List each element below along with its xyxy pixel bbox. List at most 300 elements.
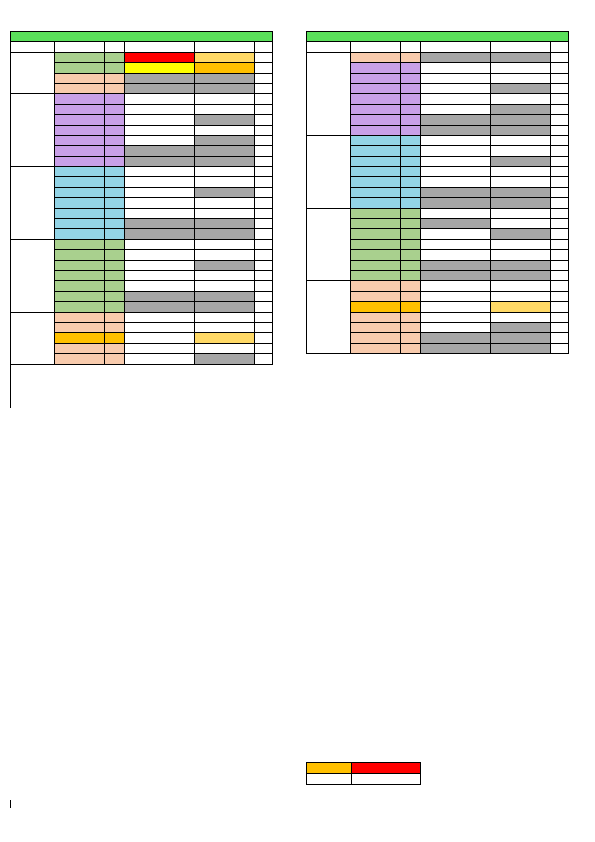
day-cell <box>55 281 105 291</box>
day-cell <box>351 115 401 125</box>
header-matin <box>125 42 195 52</box>
afternoon-cell <box>195 291 255 301</box>
date-cell <box>401 281 421 291</box>
morning-cell <box>125 52 195 62</box>
afternoon-cell <box>195 229 255 239</box>
afternoon-cell <box>195 250 255 260</box>
vac-cell <box>255 146 273 156</box>
header-apres-midi <box>491 42 551 52</box>
vac-cell <box>551 208 569 218</box>
vac-cell <box>551 322 569 332</box>
date-cell <box>105 125 125 135</box>
day-cell <box>351 219 401 229</box>
afternoon-cell <box>491 94 551 104</box>
afternoon-cell <box>195 83 255 93</box>
legend <box>306 762 421 785</box>
morning-cell <box>125 104 195 114</box>
rotation-cell <box>11 52 55 94</box>
header-jour <box>55 42 105 52</box>
morning-cell <box>125 208 195 218</box>
rotation-cell <box>307 52 351 135</box>
vac-cell <box>255 302 273 312</box>
afternoon-cell <box>491 322 551 332</box>
vac-cell <box>255 239 273 249</box>
date-cell <box>401 177 421 187</box>
afternoon-cell <box>491 270 551 280</box>
day-cell <box>55 260 105 270</box>
header-jour <box>351 42 401 52</box>
morning-cell <box>421 94 491 104</box>
date-cell <box>105 219 125 229</box>
day-cell <box>351 146 401 156</box>
morning-cell <box>421 239 491 249</box>
date-cell <box>401 322 421 332</box>
afternoon-cell <box>195 219 255 229</box>
month-table-0 <box>10 31 273 365</box>
afternoon-cell <box>491 333 551 343</box>
table-row <box>11 94 273 104</box>
vac-cell <box>551 52 569 62</box>
date-cell <box>401 333 421 343</box>
date-cell <box>401 167 421 177</box>
date-cell <box>105 187 125 197</box>
date-cell <box>105 156 125 166</box>
date-cell <box>401 229 421 239</box>
date-cell <box>401 187 421 197</box>
vac-cell <box>255 260 273 270</box>
vac-cell <box>551 83 569 93</box>
day-cell <box>55 52 105 62</box>
vac-cell <box>255 354 273 364</box>
afternoon-cell <box>491 52 551 62</box>
date-cell <box>401 343 421 353</box>
morning-cell <box>125 343 195 353</box>
day-cell <box>55 219 105 229</box>
morning-cell <box>125 177 195 187</box>
day-cell <box>55 229 105 239</box>
header-matin <box>421 42 491 52</box>
afternoon-cell <box>491 281 551 291</box>
date-cell <box>105 229 125 239</box>
afternoon-cell <box>491 177 551 187</box>
day-cell <box>55 250 105 260</box>
day-cell <box>55 115 105 125</box>
vac-cell <box>255 115 273 125</box>
afternoon-cell <box>195 260 255 270</box>
date-cell <box>105 94 125 104</box>
afternoon-cell <box>491 187 551 197</box>
vac-cell <box>255 52 273 62</box>
afternoon-cell <box>195 63 255 73</box>
header-rotation <box>11 42 55 52</box>
day-cell <box>351 281 401 291</box>
afternoon-cell <box>491 198 551 208</box>
afternoon-cell <box>491 135 551 145</box>
day-cell <box>55 198 105 208</box>
vac-cell <box>551 104 569 114</box>
afternoon-cell <box>491 115 551 125</box>
vac-cell <box>551 229 569 239</box>
morning-cell <box>125 302 195 312</box>
vac-cell <box>255 73 273 83</box>
afternoon-cell <box>195 302 255 312</box>
morning-cell <box>125 281 195 291</box>
header-rotation <box>307 42 351 52</box>
date-cell <box>401 312 421 322</box>
vac-cell <box>255 198 273 208</box>
vac-cell <box>255 229 273 239</box>
day-cell <box>55 104 105 114</box>
morning-cell <box>125 125 195 135</box>
afternoon-cell <box>195 167 255 177</box>
day-cell <box>55 135 105 145</box>
morning-cell <box>125 94 195 104</box>
vac-cell <box>551 187 569 197</box>
date-cell <box>105 322 125 332</box>
date-cell <box>105 52 125 62</box>
legend-vacances <box>352 774 421 785</box>
day-cell <box>55 177 105 187</box>
vac-cell <box>255 104 273 114</box>
date-cell <box>401 63 421 73</box>
vac-cell <box>255 270 273 280</box>
afternoon-cell <box>491 239 551 249</box>
vac-cell <box>255 135 273 145</box>
date-cell <box>105 208 125 218</box>
vac-cell <box>551 177 569 187</box>
day-cell <box>55 333 105 343</box>
day-cell <box>55 270 105 280</box>
date-cell <box>105 73 125 83</box>
date-cell <box>105 146 125 156</box>
vac-cell <box>255 322 273 332</box>
day-cell <box>351 52 401 62</box>
date-cell <box>401 260 421 270</box>
afternoon-cell <box>195 187 255 197</box>
morning-cell <box>421 333 491 343</box>
vac-cell <box>255 291 273 301</box>
day-cell <box>351 208 401 218</box>
vac-cell <box>255 94 273 104</box>
vac-cell <box>551 312 569 322</box>
table-row <box>11 52 273 62</box>
vac-cell <box>255 219 273 229</box>
date-cell <box>401 250 421 260</box>
morning-cell <box>125 146 195 156</box>
morning-cell <box>125 260 195 270</box>
date-cell <box>401 135 421 145</box>
vac-cell <box>551 291 569 301</box>
morning-cell <box>421 104 491 114</box>
date-cell <box>401 270 421 280</box>
afternoon-cell <box>195 73 255 83</box>
rotation-cell <box>11 239 55 312</box>
afternoon-cell <box>491 343 551 353</box>
morning-cell <box>125 73 195 83</box>
morning-cell <box>421 73 491 83</box>
vac-cell <box>551 146 569 156</box>
date-cell <box>105 177 125 187</box>
day-cell <box>351 177 401 187</box>
date-cell <box>105 198 125 208</box>
afternoon-cell <box>491 260 551 270</box>
vac-cell <box>255 208 273 218</box>
afternoon-cell <box>491 208 551 218</box>
day-cell <box>55 322 105 332</box>
day-cell <box>351 312 401 322</box>
vac-cell <box>255 83 273 93</box>
afternoon-cell <box>491 63 551 73</box>
morning-cell <box>125 156 195 166</box>
day-cell <box>55 94 105 104</box>
day-cell <box>55 354 105 364</box>
day-cell <box>351 260 401 270</box>
vac-cell <box>551 343 569 353</box>
morning-cell <box>421 229 491 239</box>
date-cell <box>105 63 125 73</box>
afternoon-cell <box>195 354 255 364</box>
date-cell <box>105 333 125 343</box>
morning-cell <box>125 167 195 177</box>
afternoon-cell <box>195 312 255 322</box>
date-cell <box>401 291 421 301</box>
vac-cell <box>551 135 569 145</box>
afternoon-cell <box>491 219 551 229</box>
morning-cell <box>421 291 491 301</box>
table-row <box>307 135 569 145</box>
day-cell <box>55 146 105 156</box>
morning-cell <box>125 250 195 260</box>
date-cell <box>401 302 421 312</box>
morning-cell <box>125 333 195 343</box>
morning-cell <box>421 270 491 280</box>
day-cell <box>351 63 401 73</box>
vac-cell <box>551 333 569 343</box>
vac-cell <box>255 156 273 166</box>
day-cell <box>351 343 401 353</box>
afternoon-cell <box>491 104 551 114</box>
afternoon-cell <box>491 83 551 93</box>
table-row <box>11 167 273 177</box>
day-cell <box>55 312 105 322</box>
day-cell <box>351 94 401 104</box>
afternoon-cell <box>195 322 255 332</box>
month-table-1 <box>306 31 569 354</box>
date-cell <box>401 146 421 156</box>
vac-cell <box>255 281 273 291</box>
day-cell <box>55 156 105 166</box>
day-cell <box>351 198 401 208</box>
morning-cell <box>421 219 491 229</box>
morning-cell <box>421 52 491 62</box>
date-cell <box>105 83 125 93</box>
morning-cell <box>125 229 195 239</box>
vac-cell <box>255 177 273 187</box>
afternoon-cell <box>195 104 255 114</box>
day-cell <box>55 125 105 135</box>
day-cell <box>55 83 105 93</box>
date-cell <box>401 156 421 166</box>
vac-cell <box>551 239 569 249</box>
day-cell <box>55 208 105 218</box>
morning-cell <box>421 198 491 208</box>
afternoon-cell <box>491 156 551 166</box>
header-apres-midi <box>195 42 255 52</box>
rotation-cell <box>11 167 55 240</box>
day-cell <box>351 83 401 93</box>
date-cell <box>401 219 421 229</box>
vac-cell <box>551 281 569 291</box>
day-cell <box>55 187 105 197</box>
morning-cell <box>421 135 491 145</box>
morning-cell <box>421 83 491 93</box>
date-cell <box>105 135 125 145</box>
day-cell <box>351 270 401 280</box>
date-cell <box>105 302 125 312</box>
margin-line-bottom <box>10 800 11 808</box>
vac-cell <box>551 219 569 229</box>
date-cell <box>105 270 125 280</box>
afternoon-cell <box>195 94 255 104</box>
date-cell <box>105 115 125 125</box>
legend-x <box>307 774 352 785</box>
header-vac <box>551 42 569 52</box>
day-cell <box>55 63 105 73</box>
morning-cell <box>125 322 195 332</box>
morning-cell <box>421 115 491 125</box>
month-title <box>307 32 569 42</box>
vac-cell <box>255 187 273 197</box>
date-cell <box>105 291 125 301</box>
afternoon-cell <box>491 125 551 135</box>
date-cell <box>105 343 125 353</box>
vac-cell <box>551 156 569 166</box>
vac-cell <box>255 250 273 260</box>
afternoon-cell <box>491 302 551 312</box>
morning-cell <box>421 260 491 270</box>
month-title <box>11 32 273 42</box>
afternoon-cell <box>195 135 255 145</box>
morning-cell <box>125 198 195 208</box>
date-cell <box>105 354 125 364</box>
vac-cell <box>551 198 569 208</box>
vac-cell <box>255 312 273 322</box>
day-cell <box>55 167 105 177</box>
vac-cell <box>551 260 569 270</box>
day-cell <box>55 73 105 83</box>
morning-cell <box>125 63 195 73</box>
vac-cell <box>551 302 569 312</box>
vac-cell <box>551 63 569 73</box>
morning-cell <box>125 291 195 301</box>
vac-cell <box>551 125 569 135</box>
morning-cell <box>421 167 491 177</box>
afternoon-cell <box>195 198 255 208</box>
legend-ferie <box>352 763 421 774</box>
rotation-cell <box>11 312 55 364</box>
afternoon-cell <box>491 312 551 322</box>
vac-cell <box>551 250 569 260</box>
header-vac <box>255 42 273 52</box>
afternoon-cell <box>195 343 255 353</box>
vac-cell <box>255 125 273 135</box>
date-cell <box>105 312 125 322</box>
morning-cell <box>125 219 195 229</box>
table-row <box>11 239 273 249</box>
morning-cell <box>125 187 195 197</box>
day-cell <box>351 229 401 239</box>
vac-cell <box>255 333 273 343</box>
vac-cell <box>551 270 569 280</box>
date-cell <box>401 83 421 93</box>
morning-cell <box>421 156 491 166</box>
vac-cell <box>551 115 569 125</box>
morning-cell <box>125 135 195 145</box>
afternoon-cell <box>195 177 255 187</box>
date-cell <box>401 239 421 249</box>
morning-cell <box>125 239 195 249</box>
day-cell <box>351 104 401 114</box>
vac-cell <box>255 167 273 177</box>
afternoon-cell <box>491 146 551 156</box>
vac-cell <box>551 94 569 104</box>
morning-cell <box>421 146 491 156</box>
morning-cell <box>421 187 491 197</box>
afternoon-cell <box>195 52 255 62</box>
afternoon-cell <box>195 239 255 249</box>
vac-cell <box>255 343 273 353</box>
vac-cell <box>255 63 273 73</box>
morning-cell <box>421 125 491 135</box>
morning-cell <box>421 312 491 322</box>
day-cell <box>55 302 105 312</box>
afternoon-cell <box>195 208 255 218</box>
date-cell <box>401 115 421 125</box>
day-cell <box>351 125 401 135</box>
table-row <box>307 208 569 218</box>
day-cell <box>351 239 401 249</box>
table-row <box>11 312 273 322</box>
date-cell <box>401 73 421 83</box>
day-cell <box>351 333 401 343</box>
afternoon-cell <box>195 146 255 156</box>
afternoon-cell <box>195 115 255 125</box>
afternoon-cell <box>195 156 255 166</box>
morning-cell <box>421 208 491 218</box>
afternoon-cell <box>195 125 255 135</box>
date-cell <box>105 281 125 291</box>
date-cell <box>401 52 421 62</box>
table-row <box>307 52 569 62</box>
morning-cell <box>421 250 491 260</box>
rotation-cell <box>11 94 55 167</box>
date-cell <box>401 104 421 114</box>
morning-cell <box>421 177 491 187</box>
legend-conges <box>307 763 352 774</box>
day-cell <box>55 291 105 301</box>
rotation-cell <box>307 281 351 354</box>
table-row <box>307 281 569 291</box>
day-cell <box>351 302 401 312</box>
day-cell <box>351 167 401 177</box>
date-cell <box>105 239 125 249</box>
date-cell <box>105 104 125 114</box>
day-cell <box>351 73 401 83</box>
morning-cell <box>125 312 195 322</box>
day-cell <box>351 135 401 145</box>
morning-cell <box>421 302 491 312</box>
date-cell <box>105 250 125 260</box>
